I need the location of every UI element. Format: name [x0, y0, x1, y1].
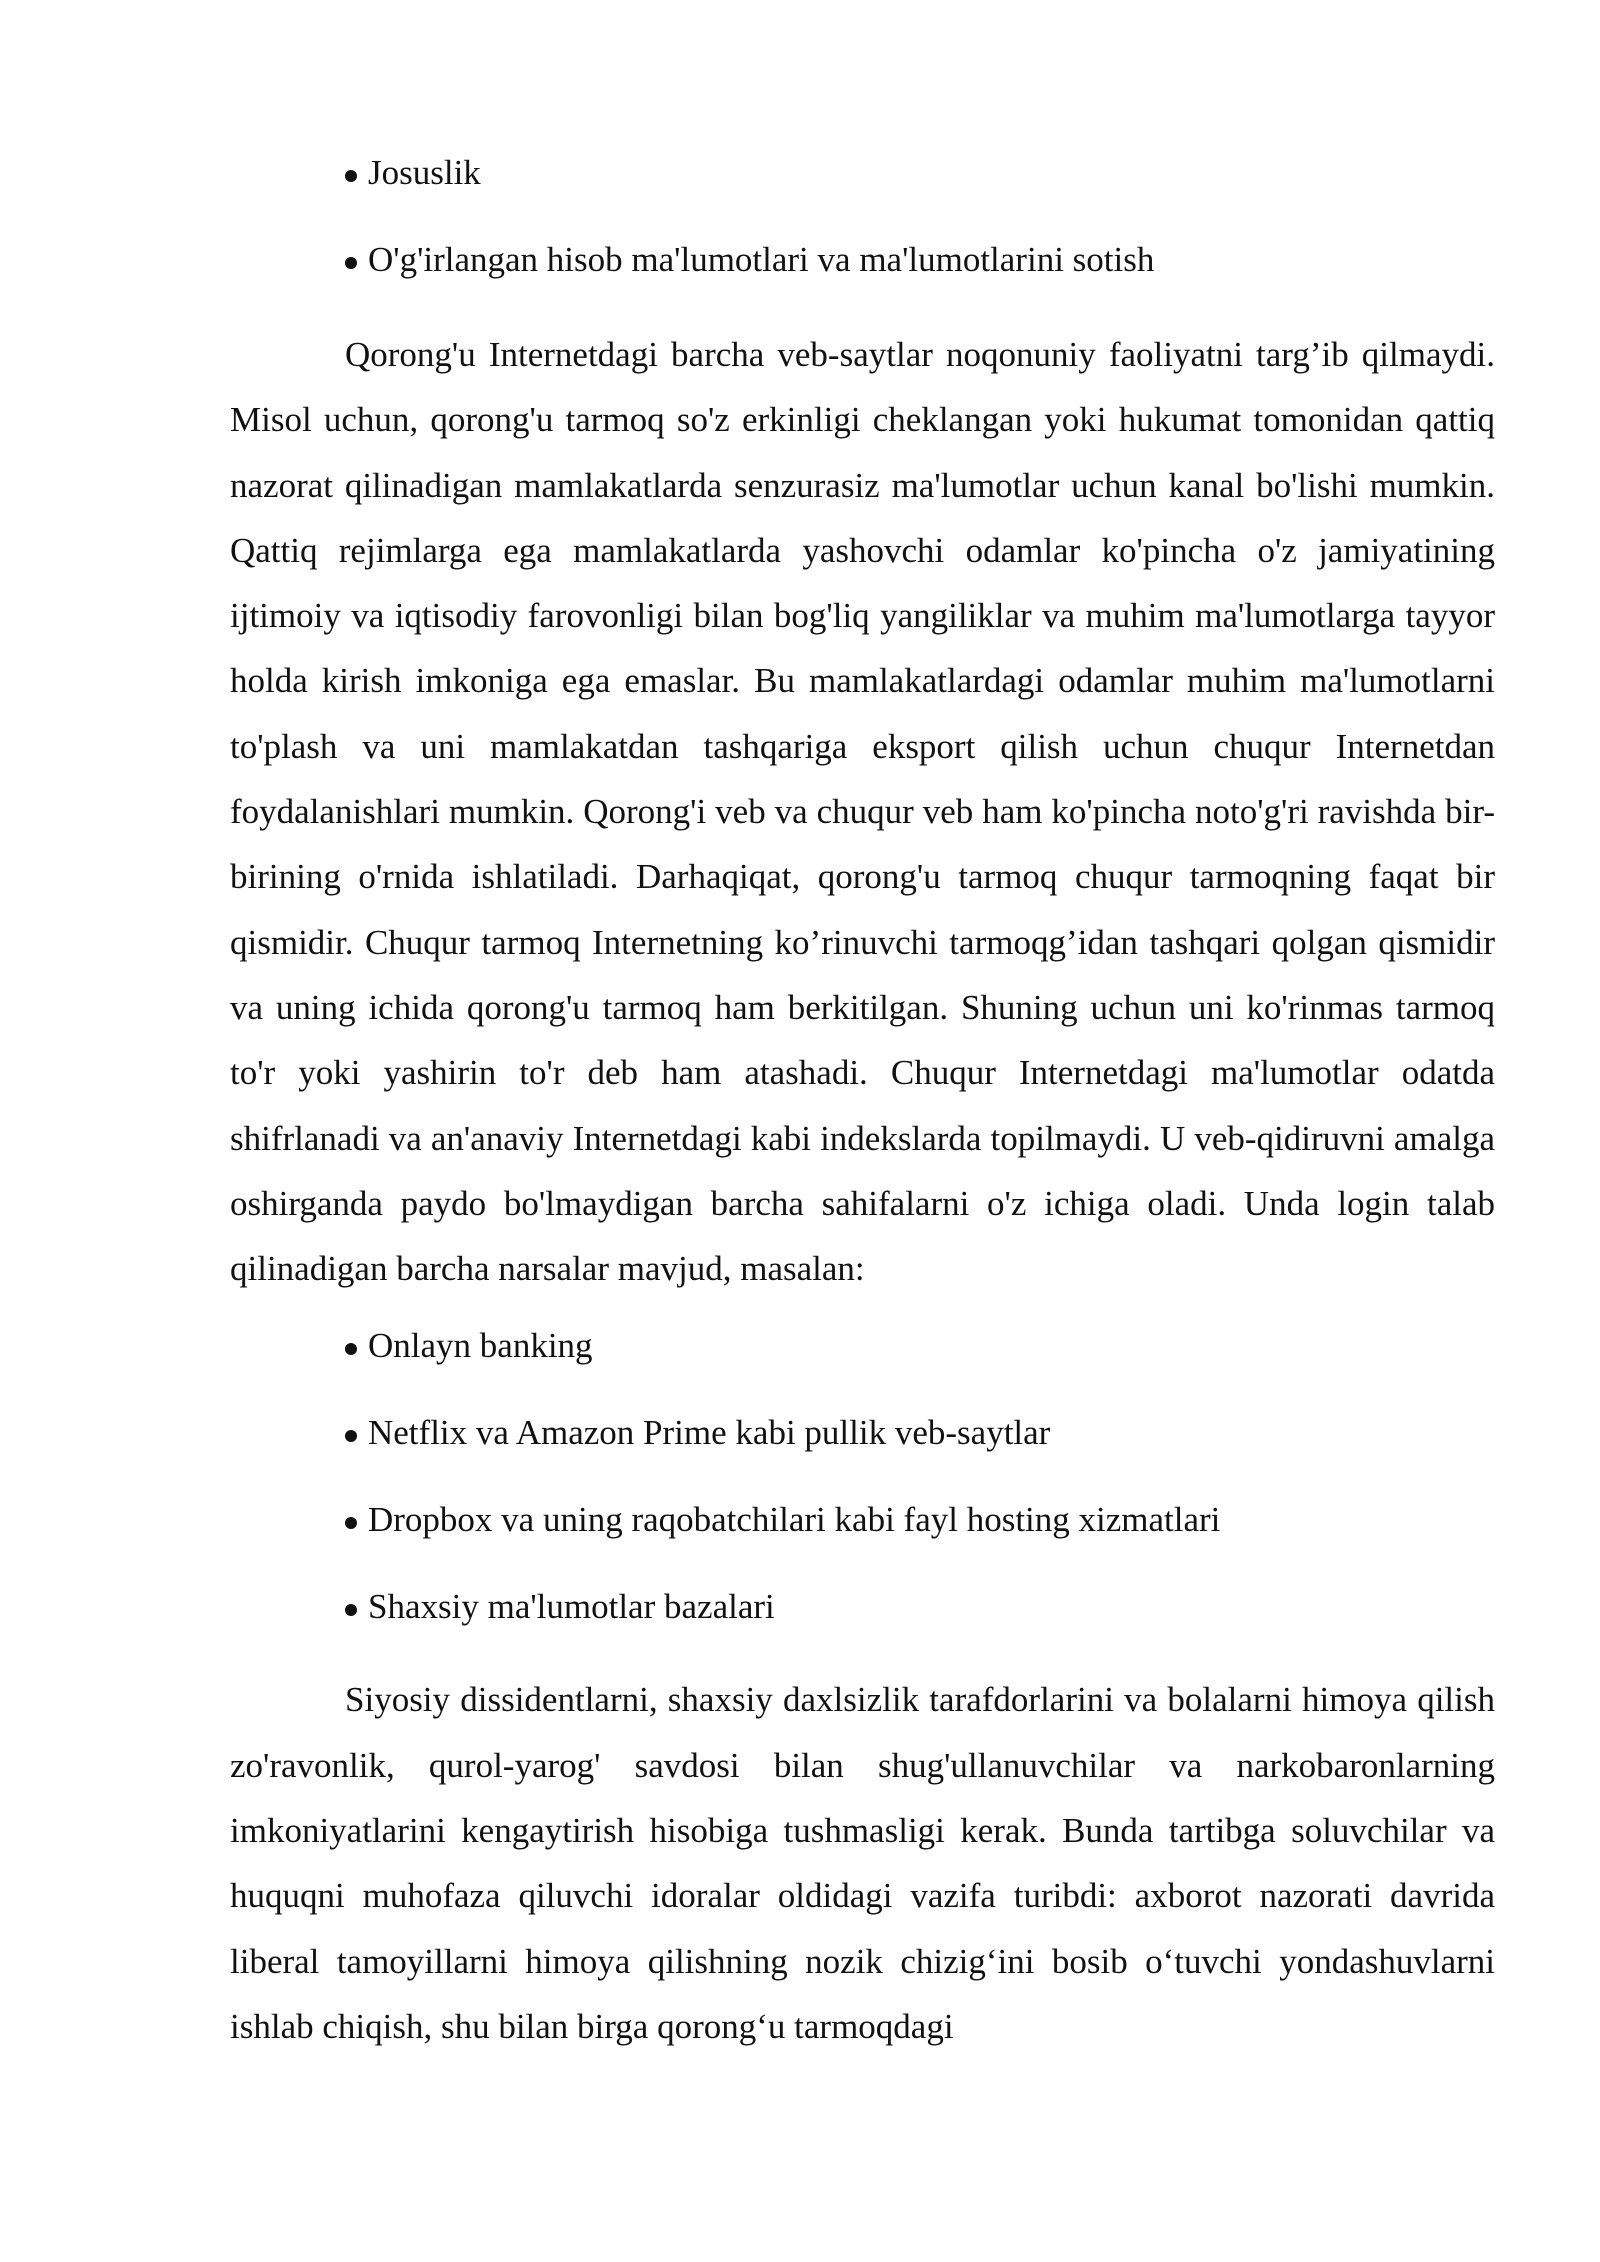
list-item [230, 148, 1495, 198]
document-page [230, 148, 1495, 2079]
bullet-icon [345, 1343, 357, 1355]
list-item-text: O'g'irlangan hisob ma'lumotlari va ma'lumotlarini sotish [368, 240, 1155, 279]
bullet-icon [345, 1517, 357, 1529]
list-item [230, 1321, 1495, 1371]
list-item [230, 235, 1495, 285]
bullet-icon [345, 170, 357, 182]
bullet-icon [345, 1604, 357, 1616]
list-item [230, 1408, 1495, 1458]
bullet-icon [345, 1430, 357, 1442]
list-item-text: Onlayn banking [368, 1326, 593, 1366]
list-item-text: Dropbox va uning raqobatchilari kabi fayl hosting xizmatlari [368, 1500, 1221, 1540]
bullet-icon [345, 257, 357, 269]
body-paragraph: Qorong'u Internetdagi barcha veb-saytlar noqonuniy faoliyatni targ’ib qilmaydi. Misol uchun, qorong'u tarmoq so'z erkinligi cheklangan yoki hukumat tomonidan qattiq nazorat qilinadigan mamlakatlarda senzurasiz ma'lumotlar uchun kanal bo'lishi mumkin. Qattiq rejimlarga ega mamlakatlarda yashovchi odamlar ko'pincha o'z jamiyatining ijtimoiy va iqtisodiy farovonligi bilan bog'liq yangiliklar va muhim ma'lumotlarga tayyor holda kirish imkoniga ega emaslar. Bu mamlakatlardagi odamlar muhim ma'lumotlarni to'plash va uni mamlakatdan tashqariga eksport qilish uchun chuqur Internetdan foydalanishlari mumkin. Qorong'i veb va chuqur veb ham ko'pincha noto'g'ri ravishda bir-birining o'rnida ishlatiladi. Darhaqiqat, qorong'u tarmoq chuqur tarmoqning faqat bir qismidir. Chuqur tarmoq Internetning ko’rinuvchi tarmoqg’idan tashqari qolgan qismidir va uning ichida qorong'u tarmoq ham berkitilgan. Shuning uchun uni ko'rinmas tarmoq to'r yoki yashirin to'r deb ham atashadi. Chuqur Internetdagi ma'lumotlar odatda shifrlanadi va an'anaviy Internetdagi kabi indekslarda topilmaydi. U veb-qidiruvni amalga oshirganda paydo bo'lmaydigan barcha sahifalarni o'z ichiga oladi. Unda login talab qilinadigan barcha narsalar mavjud, masalan: [230, 335, 1495, 1289]
list-item-text: Netflix va Amazon Prime kabi pullik veb-saytlar [368, 1413, 1051, 1453]
list-item [230, 1495, 1495, 1545]
list-item-text: Josuslik [368, 153, 481, 192]
list-item-text: Shaxsiy ma'lumotlar bazalari [368, 1587, 775, 1627]
list-item [230, 1582, 1495, 1632]
body-paragraph: Siyosiy dissidentlarni, shaxsiy daxlsizlik tarafdorlarini va bolalarni himoya qilish zo'ravonlik, qurol-yarog' savdosi bilan shug'ullanuvchilar va narkobaronlarning imkoniyatlarini kengaytirish hisobiga tushmasligi kerak. Bunda tartibga soluvchilar va huquqni muhofaza qiluvchi idoralar oldidagi vazifa turibdi: axborot nazorati davrida liberal tamoyillarni himoya qilishning nozik chizig‘ini bosib o‘tuvchi yondashuvlarni ishlab chiqish, shu bilan birga qorong‘u tarmoqdagi [230, 1680, 1495, 2046]
